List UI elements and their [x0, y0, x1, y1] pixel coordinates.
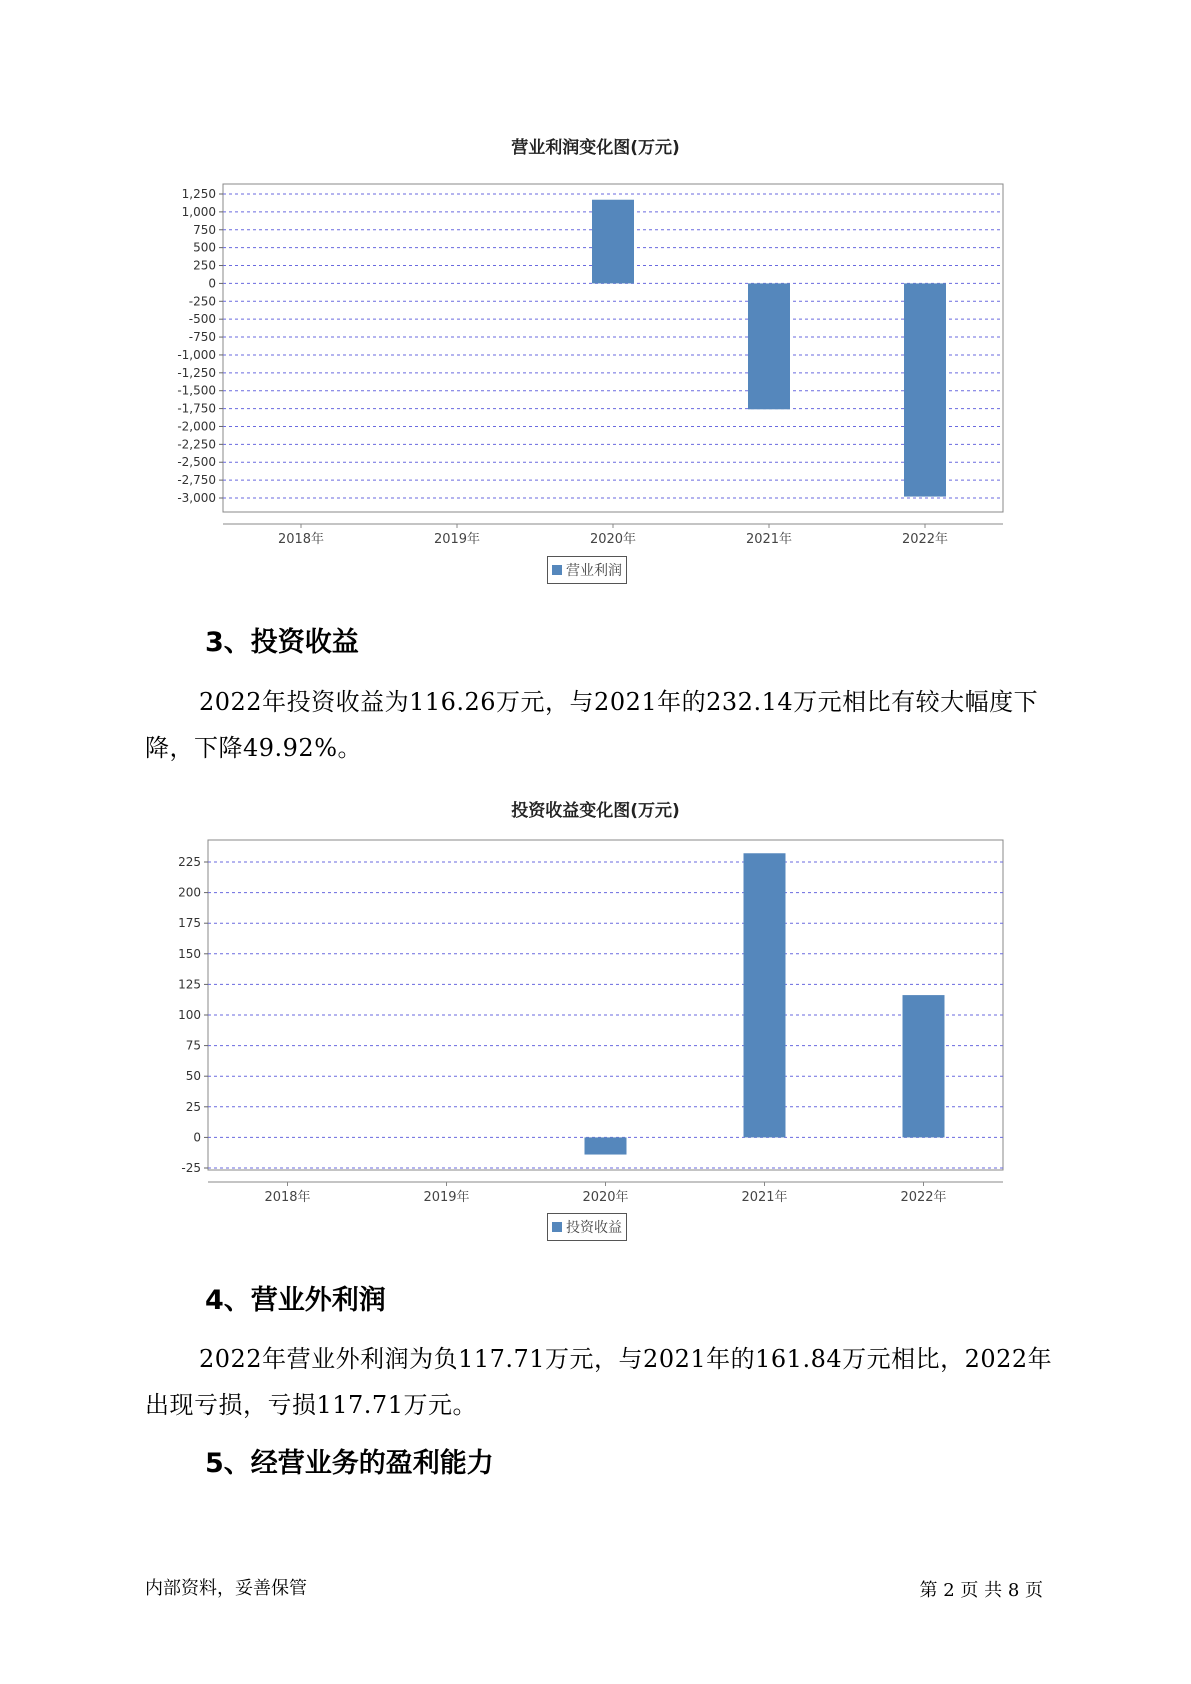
y-tick-label: 100	[178, 1008, 201, 1022]
section-heading-5: 5、经营业务的盈利能力	[205, 1448, 494, 1479]
x-tick-label: 2022年	[900, 1190, 947, 1205]
y-tick-label: 1,250	[181, 187, 216, 201]
y-tick-label: -3,000	[177, 491, 216, 505]
y-tick-label: -1,000	[177, 347, 216, 362]
footer-page-number: 第 2 页 共 8 页	[919, 1580, 1043, 1601]
chart1-title: 营业利润变化图(万元)	[511, 138, 680, 158]
y-tick-label: -750	[188, 330, 216, 345]
x-tick-label: 2019年	[433, 532, 481, 547]
y-tick-label: -2,500	[177, 455, 216, 470]
y-tick-label: 1,000	[181, 204, 216, 219]
legend-swatch-icon	[552, 1222, 562, 1232]
y-tick-label: 25	[185, 1099, 201, 1114]
y-tick-label: 175	[178, 916, 201, 931]
y-tick-label: -1,500	[177, 383, 216, 398]
chart2-title: 投资收益变化图(万元)	[511, 801, 680, 821]
y-tick-label: 0	[208, 276, 216, 291]
chart1-legend-label: 营业利润	[566, 563, 622, 579]
chart2-legend-label: 投资收益	[566, 1220, 622, 1236]
paragraph-investment-income: 2022年投资收益为116.26万元，与2021年的232.14万元相比有较大幅度下降，下降49.92%。	[145, 688, 1039, 762]
y-tick-label: -250	[188, 294, 216, 309]
x-tick-label: 2021年	[741, 1190, 788, 1205]
y-tick-label: 200	[178, 885, 201, 900]
y-tick-label: 750	[193, 222, 216, 237]
y-tick-label: -1,250	[177, 365, 216, 380]
x-tick-label: 2020年	[582, 1190, 629, 1205]
y-tick-label: 150	[178, 946, 201, 961]
y-tick-label: 50	[185, 1069, 201, 1084]
y-tick-label: -1,750	[177, 401, 216, 416]
x-tick-label: 2019年	[423, 1190, 470, 1205]
section-heading-4: 4、营业外利润	[205, 1285, 386, 1316]
x-tick-label: 2018年	[277, 532, 325, 547]
x-tick-label: 2020年	[589, 532, 637, 547]
plot-frame	[208, 840, 1003, 1170]
y-tick-label: -2,250	[177, 437, 216, 452]
y-tick-label: 500	[193, 240, 216, 255]
y-tick-label: 75	[185, 1038, 201, 1053]
bar	[585, 1137, 627, 1154]
section-heading-3: 3、投资收益	[205, 627, 359, 658]
y-tick-label: -2,750	[177, 473, 216, 488]
y-tick-label: 0	[193, 1130, 201, 1145]
footer-confidential-note: 内部资料，妥善保管	[145, 1578, 307, 1599]
y-tick-label: -2,000	[177, 419, 216, 434]
bar	[744, 853, 786, 1137]
chart2-legend	[547, 1213, 627, 1241]
y-tick-label: -500	[188, 312, 216, 327]
x-tick-label: 2022年	[901, 532, 949, 547]
y-tick-label: 250	[193, 258, 216, 273]
y-tick-label: -25	[181, 1161, 201, 1175]
y-tick-label: 225	[178, 855, 201, 869]
bar	[903, 995, 945, 1137]
paragraph-non-operating-profit: 2022年营业外利润为负117.71万元，与2021年的161.84万元相比，2022年出现亏损，亏损117.71万元。	[145, 1345, 1053, 1419]
x-tick-label: 2018年	[264, 1190, 311, 1205]
x-tick-label: 2021年	[745, 532, 793, 547]
y-tick-label: 125	[178, 977, 201, 992]
